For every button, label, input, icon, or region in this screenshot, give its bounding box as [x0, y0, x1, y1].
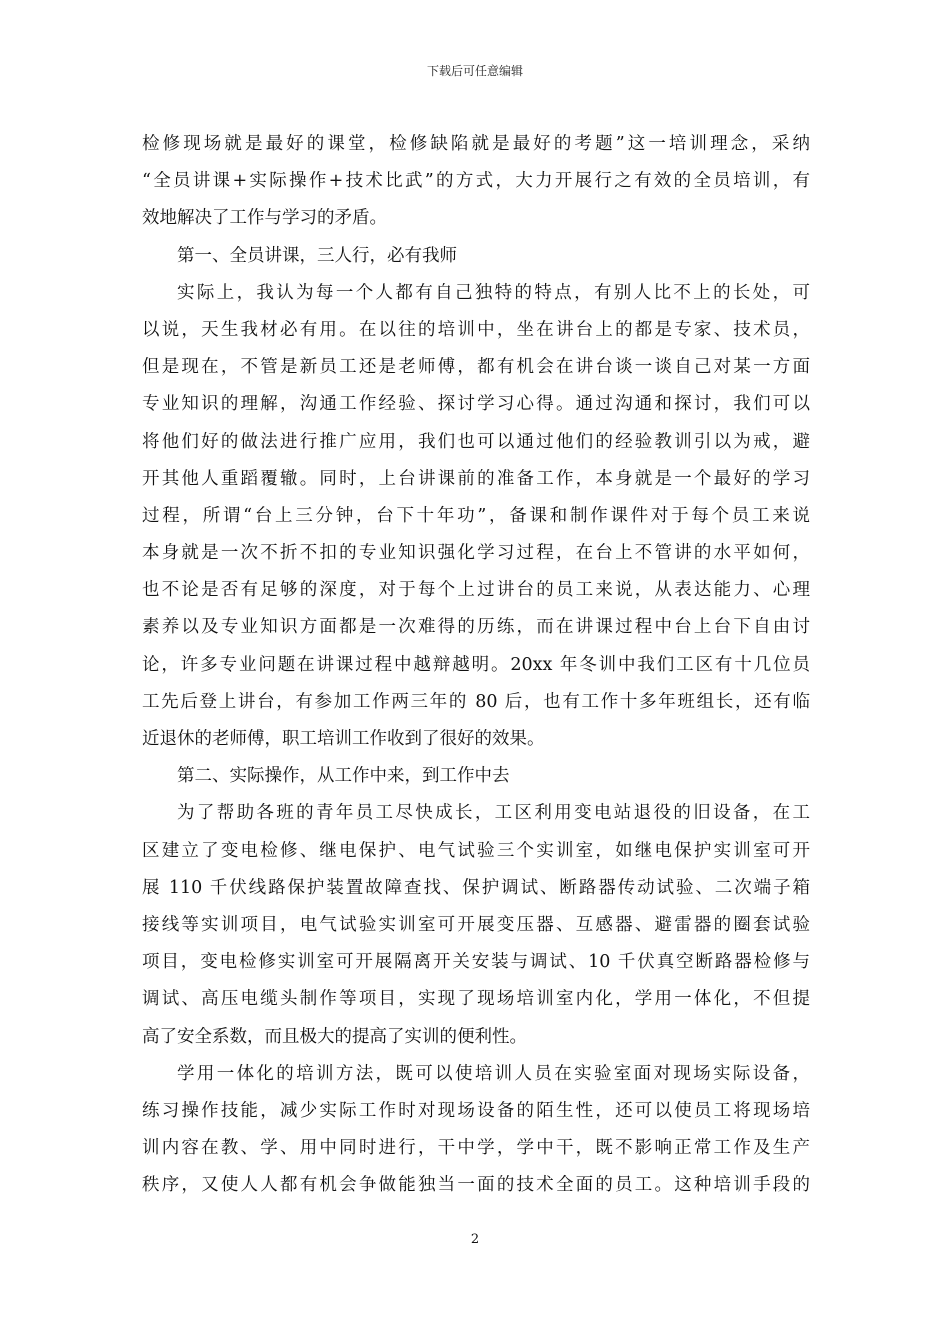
section-heading: 第二、实际操作，从工作中来，到工作中去	[177, 766, 510, 787]
text-line: 论，许多专业问题在讲课过程中越辩越明。20xx 年冬训中我们工区有十几位员	[142, 654, 810, 675]
text-line: 但是现在，不管是新员工还是老师傅，都有机会在讲台谈一谈自己对某一方面	[142, 357, 810, 378]
text-line: 将他们好的做法进行推广应用，我们也可以通过他们的经验教训引以为戒，避	[142, 431, 810, 452]
text-line: 工先后登上讲台，有参加工作两三年的 80 后，也有工作十多年班组长，还有临	[142, 691, 810, 712]
text-line: “全员讲课+实际操作+技术比武”的方式，大力开展行之有效的全员培训，有	[142, 171, 810, 192]
text-line: 高了安全系数，而且极大的提高了实训的便利性。	[142, 1026, 527, 1047]
text-line: 也不论是否有足够的深度，对于每个上过讲台的员工来说，从表达能力、心理	[142, 580, 810, 601]
text-line: 调试、高压电缆头制作等项目，实现了现场培训室内化，学用一体化，不但提	[142, 989, 810, 1010]
text-line: 近退休的老师傅，职工培训工作收到了很好的效果。	[142, 729, 545, 749]
text-line: 展 110 千伏线路保护装置故障查找、保护调试、断路器传动试验、二次端子箱	[142, 877, 810, 898]
text-line: 练习操作技能，减少实际工作时对现场设备的陌生性，还可以使员工将现场培	[142, 1100, 810, 1121]
section-heading: 第一、全员讲课，三人行，必有我师	[177, 245, 457, 266]
text-line: 区建立了变电检修、继电保护、电气试验三个实训室，如继电保护实训室可开	[142, 840, 810, 861]
text-line: 项目，变电检修实训室可开展隔离开关安装与调试、10 千伏真空断路器检修与	[142, 952, 810, 973]
text-line: 素养以及专业知识方面都是一次难得的历练，而在讲课过程中台上台下自由讨	[142, 617, 810, 638]
document-body	[142, 126, 810, 1204]
text-line: 秩序，又使人人都有机会争做能独当一面的技术全面的员工。这种培训手段的	[142, 1175, 810, 1196]
text-line: 接线等实训项目，电气试验实训室可开展变压器、互感器、避雷器的圈套试验	[142, 914, 810, 935]
text-line: 专业知识的理解，沟通工作经验、探讨学习心得。通过沟通和探讨，我们可以	[142, 394, 810, 415]
text-line: 实际上，我认为每一个人都有自己独特的特点，有别人比不上的长处，可	[177, 282, 810, 303]
text-line: 检修现场就是最好的课堂，检修缺陷就是最好的考题”这一培训理念，采纳	[142, 134, 810, 154]
page-header: 下载后可任意编辑	[426, 64, 523, 78]
text-line: 效地解决了工作与学习的矛盾。	[142, 208, 387, 229]
text-line: 以说，天生我材必有用。在以往的培训中，坐在讲台上的都是专家、技术员，	[142, 319, 810, 340]
text-line: 训内容在教、学、用中同时进行，干中学，学中干，既不影响正常工作及生产	[142, 1138, 810, 1159]
text-line: 开其他人重蹈覆辙。同时，上台讲课前的准备工作，本身就是一个最好的学习	[142, 468, 810, 489]
text-line: 过程，所谓“台上三分钟，台下十年功”，备课和制作课件对于每个员工来说	[142, 505, 810, 526]
text-line: 学用一体化的培训方法，既可以使培训人员在实验室面对现场实际设备，	[177, 1063, 810, 1084]
page-number: 2	[470, 1232, 480, 1247]
text-line: 为了帮助各班的青年员工尽快成长，工区利用变电站退役的旧设备，在工	[177, 803, 810, 824]
text-line: 本身就是一次不折不扣的专业知识强化学习过程，在台上不管讲的水平如何，	[142, 543, 810, 564]
